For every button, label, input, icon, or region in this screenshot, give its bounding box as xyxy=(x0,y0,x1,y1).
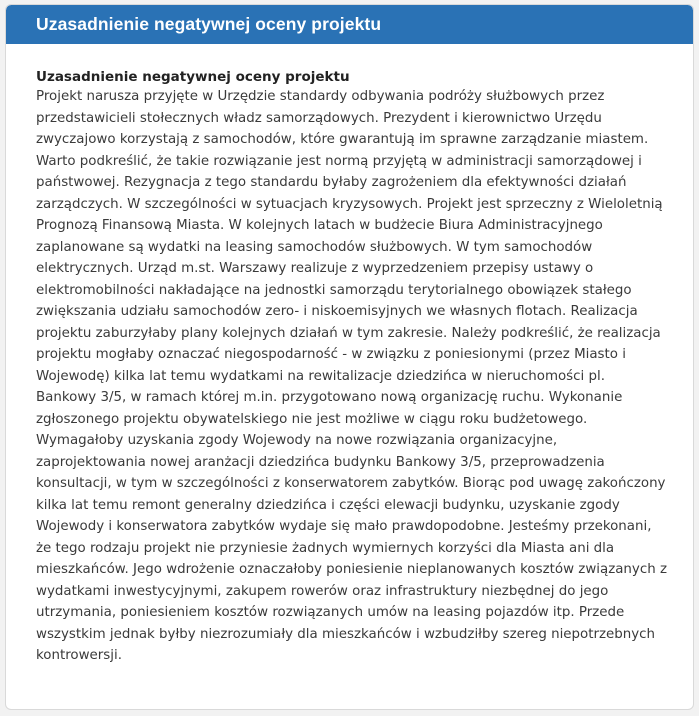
section-heading: Uzasadnienie negatywnej oceny projektu xyxy=(36,69,350,85)
panel-body xyxy=(6,44,693,667)
justification-panel xyxy=(5,4,694,710)
justification-text: Projekt narusza przyjęte w Urzędzie standardy odbywania podróży służbowych przez przedstawicieli stołecznych władz samorządowych. Prezydent i kierownictwo Urzędu zwyczajowo korzystają z samochodów, które gwarantują im sprawne zarządzanie miastem. Warto podkreślić, że takie rozwiązanie jest normą przyjętą w administracji samorządowej i państwowej. Rezygnacja z tego standardu byłaby zagrożeniem dla efektywności działań zarządczych. W szczególności w sytuacjach kryzysowych. Projekt jest sprzeczny z Wieloletnią Prognozą Finansową Miasta. W kolejnych latach w budżecie Biura Administracyjnego zaplanowane są wydatki na leasing samochodów służbowych. W tym samochodów elektrycznych. Urząd m.st. Warszawy realizuje z wyprzedzeniem przepisy ustawy o elektromobilności nakładające na jednostki samorządu terytorialnego obowiązek stałego zwiększania udziału samochodów zero- i niskoemisyjnych we własnych flotach. Realizacja projektu zaburzyłaby plany kolejnych działań w tym zakresie. Należy podkreślić, że realizacja projektu mogłaby oznaczać niegospodarność - w związku z poniesionymi (przez Miasto i Wojewodę) kilka lat temu wydatkami na rewitalizacje dziedzińca w nieruchomości pl. Bankowy 3/5, w ramach której m.in. przygotowano nową organizację ruchu. Wykonanie zgłoszonego projektu obywatelskiego nie jest możliwe w ciągu roku budżetowego. Wymagałoby uzyskania zgody Wojewody na nowe rozwiązania organizacyjne, zaprojektowania nowej aranżacji dziedzińca budynku Bankowy 3/5, przeprowadzenia konsultacji, w tym w szczególności z konserwatorem zabytków. Biorąc pod uwagę zakończony kilka lat temu remont generalny dziedzińca i części elewacji budynku, uzyskanie zgody Wojewody i konserwatora zabytków wydaje się mało prawdopodobne. Jesteśmy przekonani, że tego rodzaju projekt nie przyniesie żadnych wymiernych korzyści dla Miasta ani dla mieszkańców. Jego wdrożenie oznaczałoby poniesienie nieplanowanych kosztów związanych z wydatkami inwestycyjnymi, zakupem rowerów oraz infrastruktury niezbędnej do jego utrzymania, poniesieniem kosztów rozwiązanych umów na leasing pojazdów itp. Przede wszystkim jednak byłby niezrozumiały dla mieszkańców i wzbudziłby szereg niepotrzebnych kontrowersji. xyxy=(36,89,667,663)
panel-header xyxy=(6,5,693,44)
panel-title: Uzasadnienie negatywnej oceny projektu xyxy=(36,14,382,34)
